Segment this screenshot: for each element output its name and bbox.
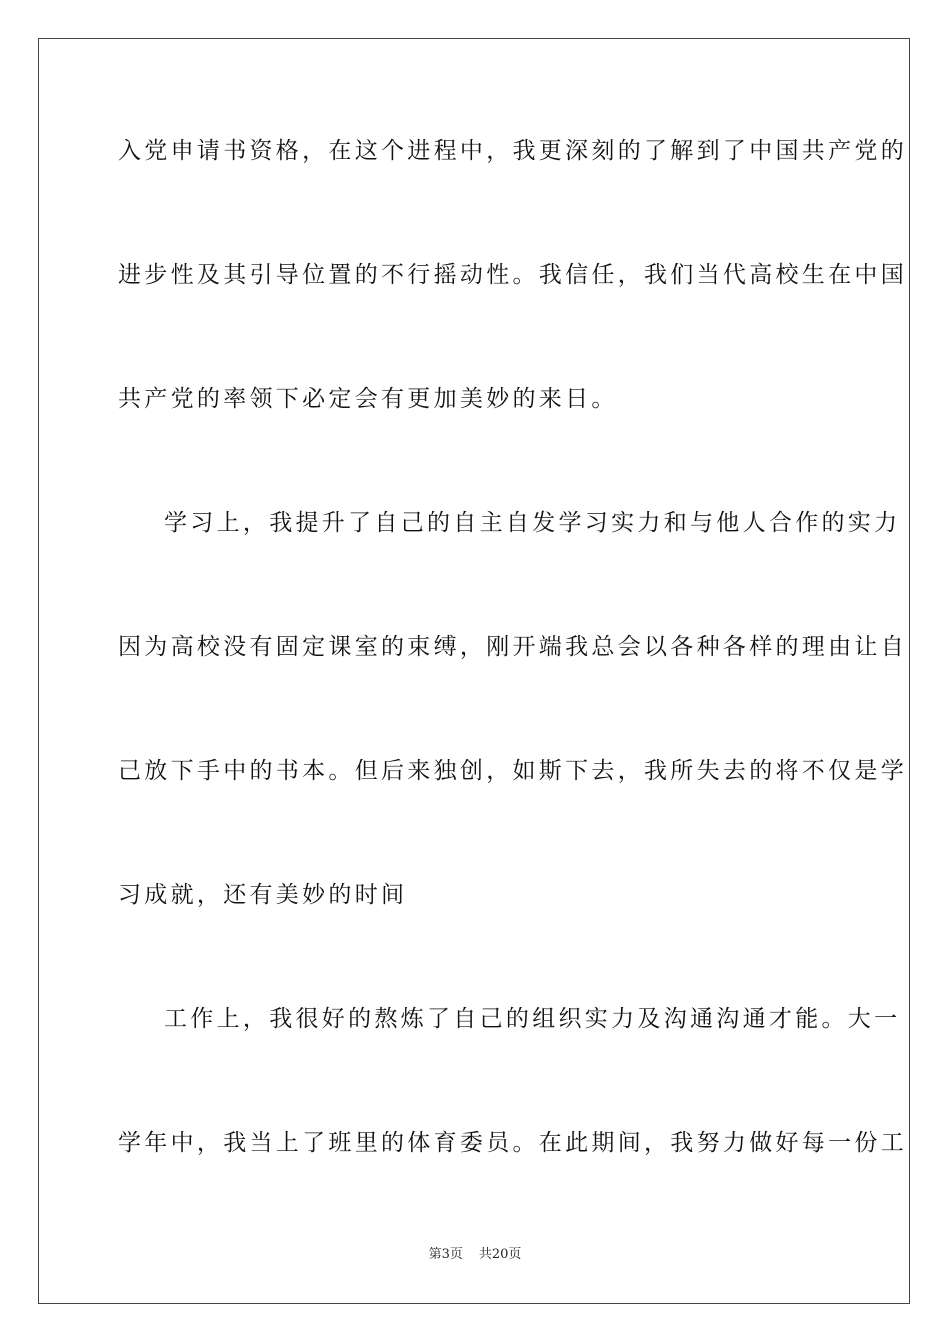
page-border (38, 38, 910, 1304)
text-line-4: 学习上，我提升了自己的自主自发学习实力和与他人合作的实力 (164, 510, 901, 536)
text-line-8: 工作上，我很好的熬炼了自己的组织实力及沟通沟通才能。大一 (164, 1006, 901, 1032)
text-line-9: 学年中，我当上了班里的体育委员。在此期间，我努力做好每一份工 (118, 1130, 907, 1156)
text-line-7: 习成就，还有美妙的时间 (118, 882, 408, 908)
text-line-2: 进步性及其引导位置的不行摇动性。我信任，我们当代高校生在中国 (118, 262, 907, 288)
total-pages: 共20页 (478, 1247, 522, 1262)
text-line-3: 共产党的率领下必定会有更加美妙的来日。 (118, 386, 618, 412)
page-footer (0, 1246, 950, 1264)
text-line-1: 入党申请书资格，在这个进程中，我更深刻的了解到了中国共产党的 (118, 138, 907, 164)
text-line-5: 因为高校没有固定课室的束缚，刚开端我总会以各种各样的理由让自 (118, 634, 907, 660)
current-page-number: 第3页 (428, 1247, 463, 1262)
text-line-6: 己放下手中的书本。但后来独创，如斯下去，我所失去的将不仅是学 (118, 758, 907, 784)
